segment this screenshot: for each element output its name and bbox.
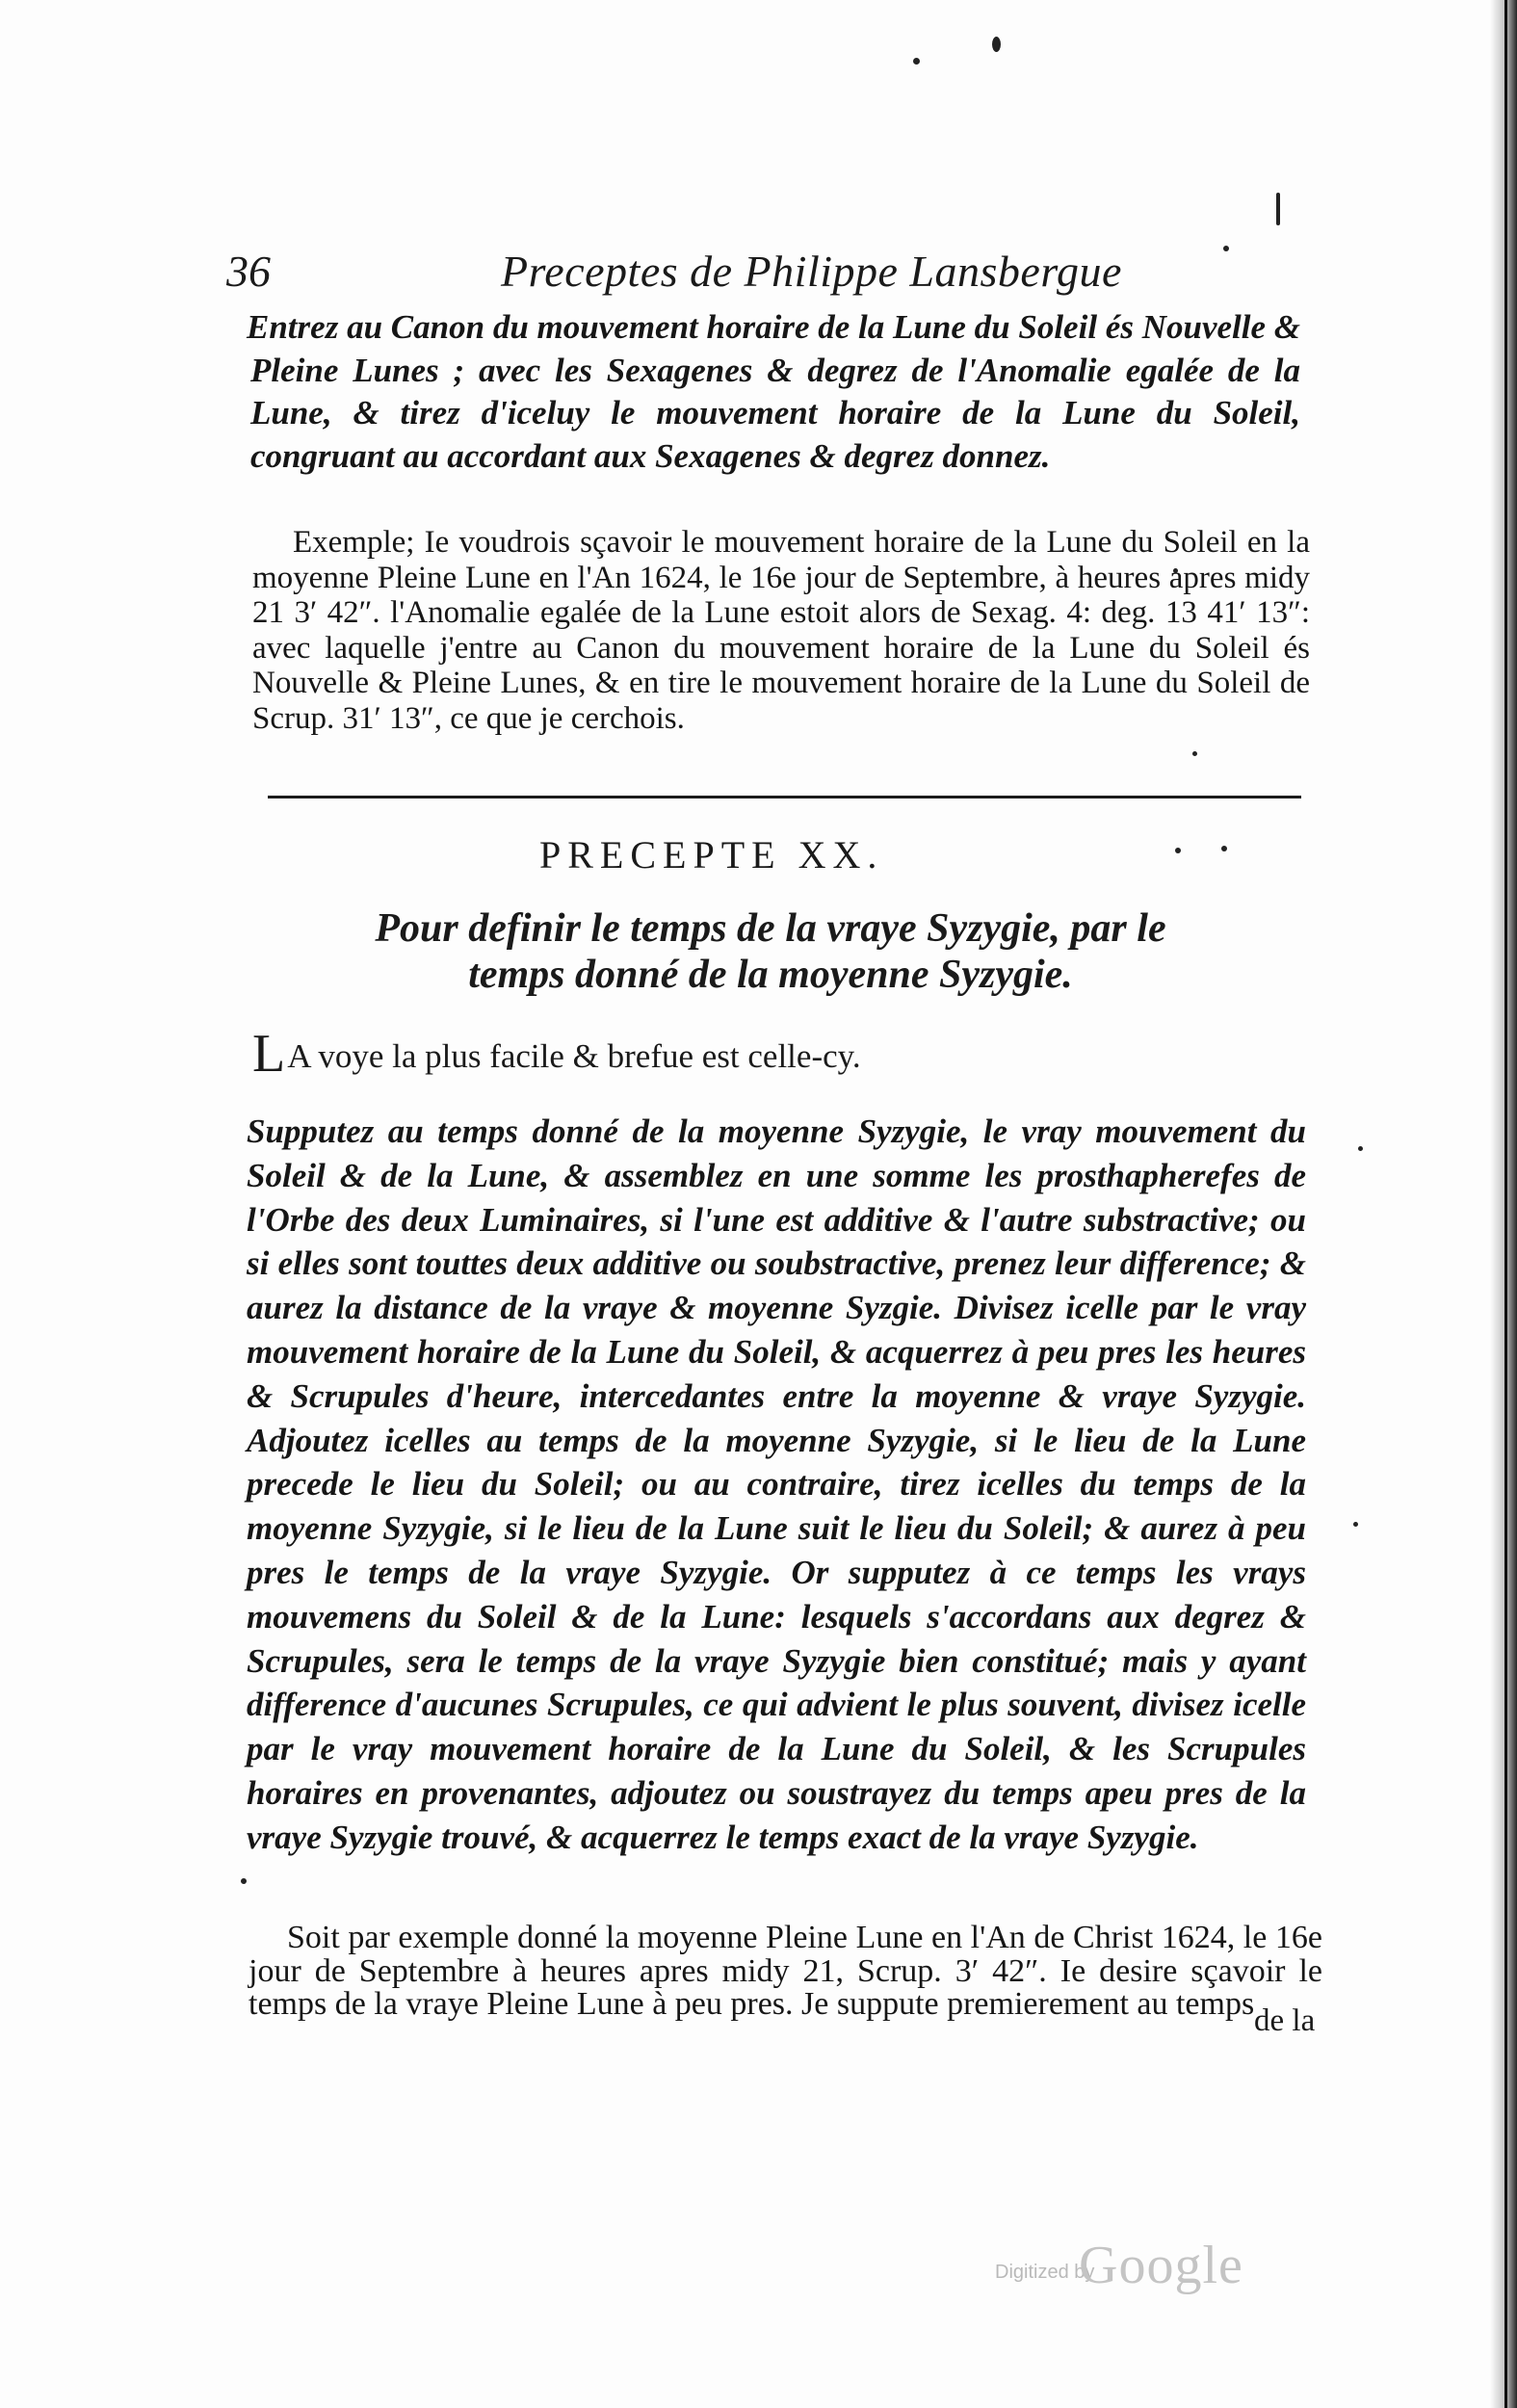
drop-letter: L: [252, 1024, 286, 1084]
scan-speck: [1192, 751, 1197, 756]
catchword: de la: [1254, 2003, 1316, 2038]
scan-speck: [913, 58, 920, 65]
section-divider: [268, 796, 1301, 798]
scan-speck: [1221, 846, 1227, 851]
google-logo: Google: [1079, 2236, 1243, 2295]
scan-speck: [992, 37, 1001, 52]
precept-subtitle-line-1: Pour definir le temps de la vraye Syzygie, par le: [375, 906, 1166, 951]
page-edge-shadow: [1490, 0, 1517, 2408]
example-paragraph-2: Soit par exemple donné la moyenne Pleine Lune en l'An de Christ 1624, le 16e jour de Septembre à heures apres midy 21, Scrup. 3′ 42″. Ie desire sçavoir le temps de la vraye Pleine Lune à peu pres. Je suppute premierement au temps: [248, 1920, 1322, 2022]
scan-speck: [1353, 1522, 1358, 1527]
scan-speck: [241, 1878, 247, 1884]
precept-subtitle-line-2: temps donné de la moyenne Syzygie.: [468, 953, 1073, 997]
scan-speck: [1276, 193, 1280, 225]
running-header: [226, 246, 1310, 303]
precept-rule-body: Supputez au temps donné de la moyenne Syzygie, le vray mouvement du Soleil & de la Lune, & assemblez en une somme les prosthapherefes de l'Orbe des deux Luminaires, si l'une est additive & l'autre substractive; ou si elles sont touttes deux additive ou soubstractive, prenez leur difference; & aurez la distance de la vraye & moyenne Syzgie. Divisez icelle par le vray mouvement horaire de la Lune du Soleil, & acquerrez à peu pres les heures & Scrupules d'heure, intercedantes entre la moyenne & vraye Syzygie. Adjoutez icelles au temps de la moyenne Syzygie, si le lieu de la Lune precede le lieu du Soleil; ou au contraire, tirez icelles du temps de la moyenne Syzygie, si le lieu de la Lune suit le lieu du Soleil; & aurez à peu pres le temps de la vraye Syzygie. Or supputez à ce temps les vrays mouvemens du Soleil & de la Lune: lesquels s'accordans aux degrez & Scrupules, sera le temps de la vraye Syzygie bien constitué; mais y ayant difference d'aucunes Scrupules, ce qui advient le plus souvent, divisez icelle par le vray mouvement horaire de la Lune du Soleil, & les Scrupules horaires en provenantes, adjoutez ou soustrayez du temps apeu pres de la vraye Syzygie trouvé, & acquerrez le temps exact de la vraye Syzygie.: [247, 1112, 1306, 1856]
example-paragraph: Exemple; Ie voudrois sçavoir le mouvement horaire de la Lune du Soleil en la moyenne Pleine Lune en l'An 1624, le 16e jour de Septembre, à heures apres midy 21 3′ 42″. l'Anomalie egalée de la Lune estoit alors de Sexag. 4: deg. 13 41′ 13″: avec laquelle j'entre au Canon du mouvement horaire de la Lune du Soleil és Nouvelle & Pleine Lunes, & en tire le mouvement horaire de la Lune du Soleil de Scrup. 31′ 13″, ce que je cerchois.: [252, 525, 1310, 736]
intro-text: A voye la plus facile & brefue est celle-cy.: [287, 1037, 861, 1075]
page-number: 36: [226, 247, 271, 296]
scan-speck: [1175, 848, 1181, 853]
digitized-watermark: [995, 2235, 1284, 2295]
running-title: Preceptes de Philippe Lansbergue: [501, 247, 1122, 296]
precept-subtitle: [289, 905, 1252, 998]
intro-line: [252, 1024, 1216, 1084]
rule-paragraph: Entrez au Canon du mouvement horaire de la Lune du Soleil és Nouvelle & Pleine Lunes ; avec les Sexagenes & degrez de l'Anomalie egalée de la Lune, & tirez d'iceluy le mouvement horaire de la Lune du Soleil, congruant au accordant aux Sexagenes & degrez donnez.: [247, 308, 1300, 475]
digitized-by-label: Digitized by: [995, 2262, 1095, 2283]
scan-speck: [1358, 1146, 1363, 1151]
page-edge-line: [1504, 0, 1507, 2408]
precept-heading: PRECEPTE XX.: [539, 833, 884, 877]
